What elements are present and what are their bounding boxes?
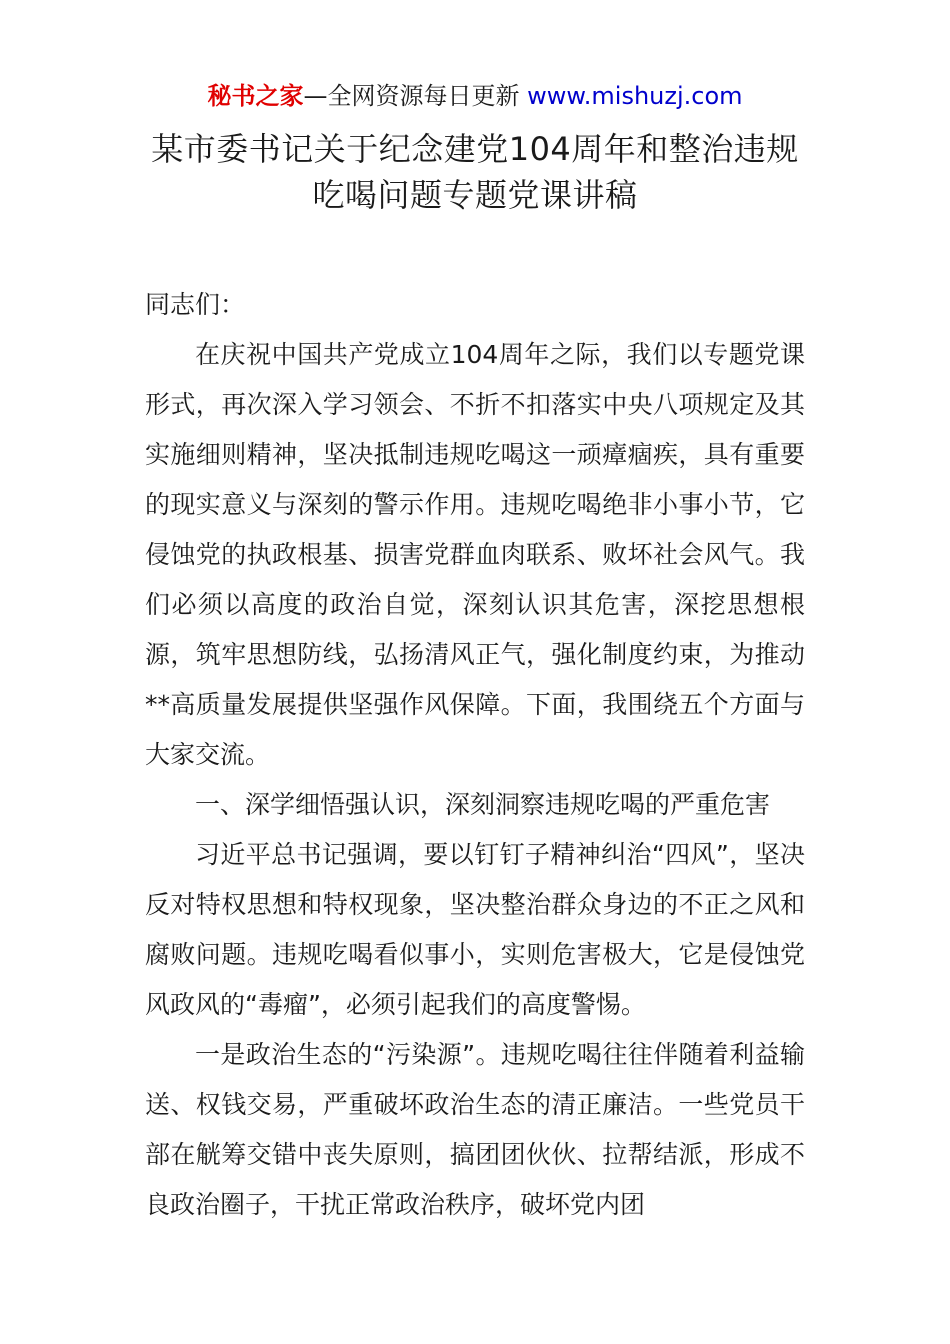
title-line-1: 某市委书记关于纪念建党104周年和整治违规 <box>151 130 799 168</box>
paragraph-intro: 在庆祝中国共产党成立104周年之际，我们以专题党课形式，再次深入学习领会、不折不扣落实中央八项规定及其实施细则精神，坚决抵制违规吃喝这一顽瘴痼疾，具有重要的现实意义与深刻的警示作用。违规吃喝绝非小事小节，它侵蚀党的执政根基、损害党群血肉联系、败坏社会风气。我们必须以高度的政治自觉，深刻认识其危害，深挖思想根源，筑牢思想防线，弘扬清风正气，强化制度约束，为推动**高质量发展提供坚强作风保障。下面，我围绕五个方面与大家交流。 <box>145 340 805 769</box>
brand-name: 秘书之家 <box>207 82 304 110</box>
paragraph-section-1: 习近平总书记强调，要以钉钉子精神纠治“四风”，坚决反对特权思想和特权现象，坚决整治群众身边的不正之风和腐败问题。违规吃喝看似事小，实则危害极大，它是侵蚀党风政风的“毒瘤”，必须引起我们的高度警惕。 <box>145 840 805 1019</box>
site-header <box>0 80 950 112</box>
salutation: 同志们： <box>145 290 246 319</box>
document-body <box>145 280 805 1230</box>
header-tagline: —全网资源每日更新 <box>303 82 528 110</box>
document-title <box>145 126 805 218</box>
title-line-2: 吃喝问题专题党课讲稿 <box>312 176 638 214</box>
section-heading-1: 一、深学细悟强认识，深刻洞察违规吃喝的严重危害 <box>195 790 771 819</box>
site-url-link[interactable]: www.mishuzj.com <box>527 82 743 110</box>
paragraph-point-1: 一是政治生态的“污染源”。违规吃喝往往伴随着利益输送、权钱交易，严重破坏政治生态的清正廉洁。一些党员干部在觥筹交错中丧失原则，搞团团伙伙、拉帮结派，形成不良政治圈子，干扰正常政治秩序，破坏党内团 <box>145 1040 805 1219</box>
